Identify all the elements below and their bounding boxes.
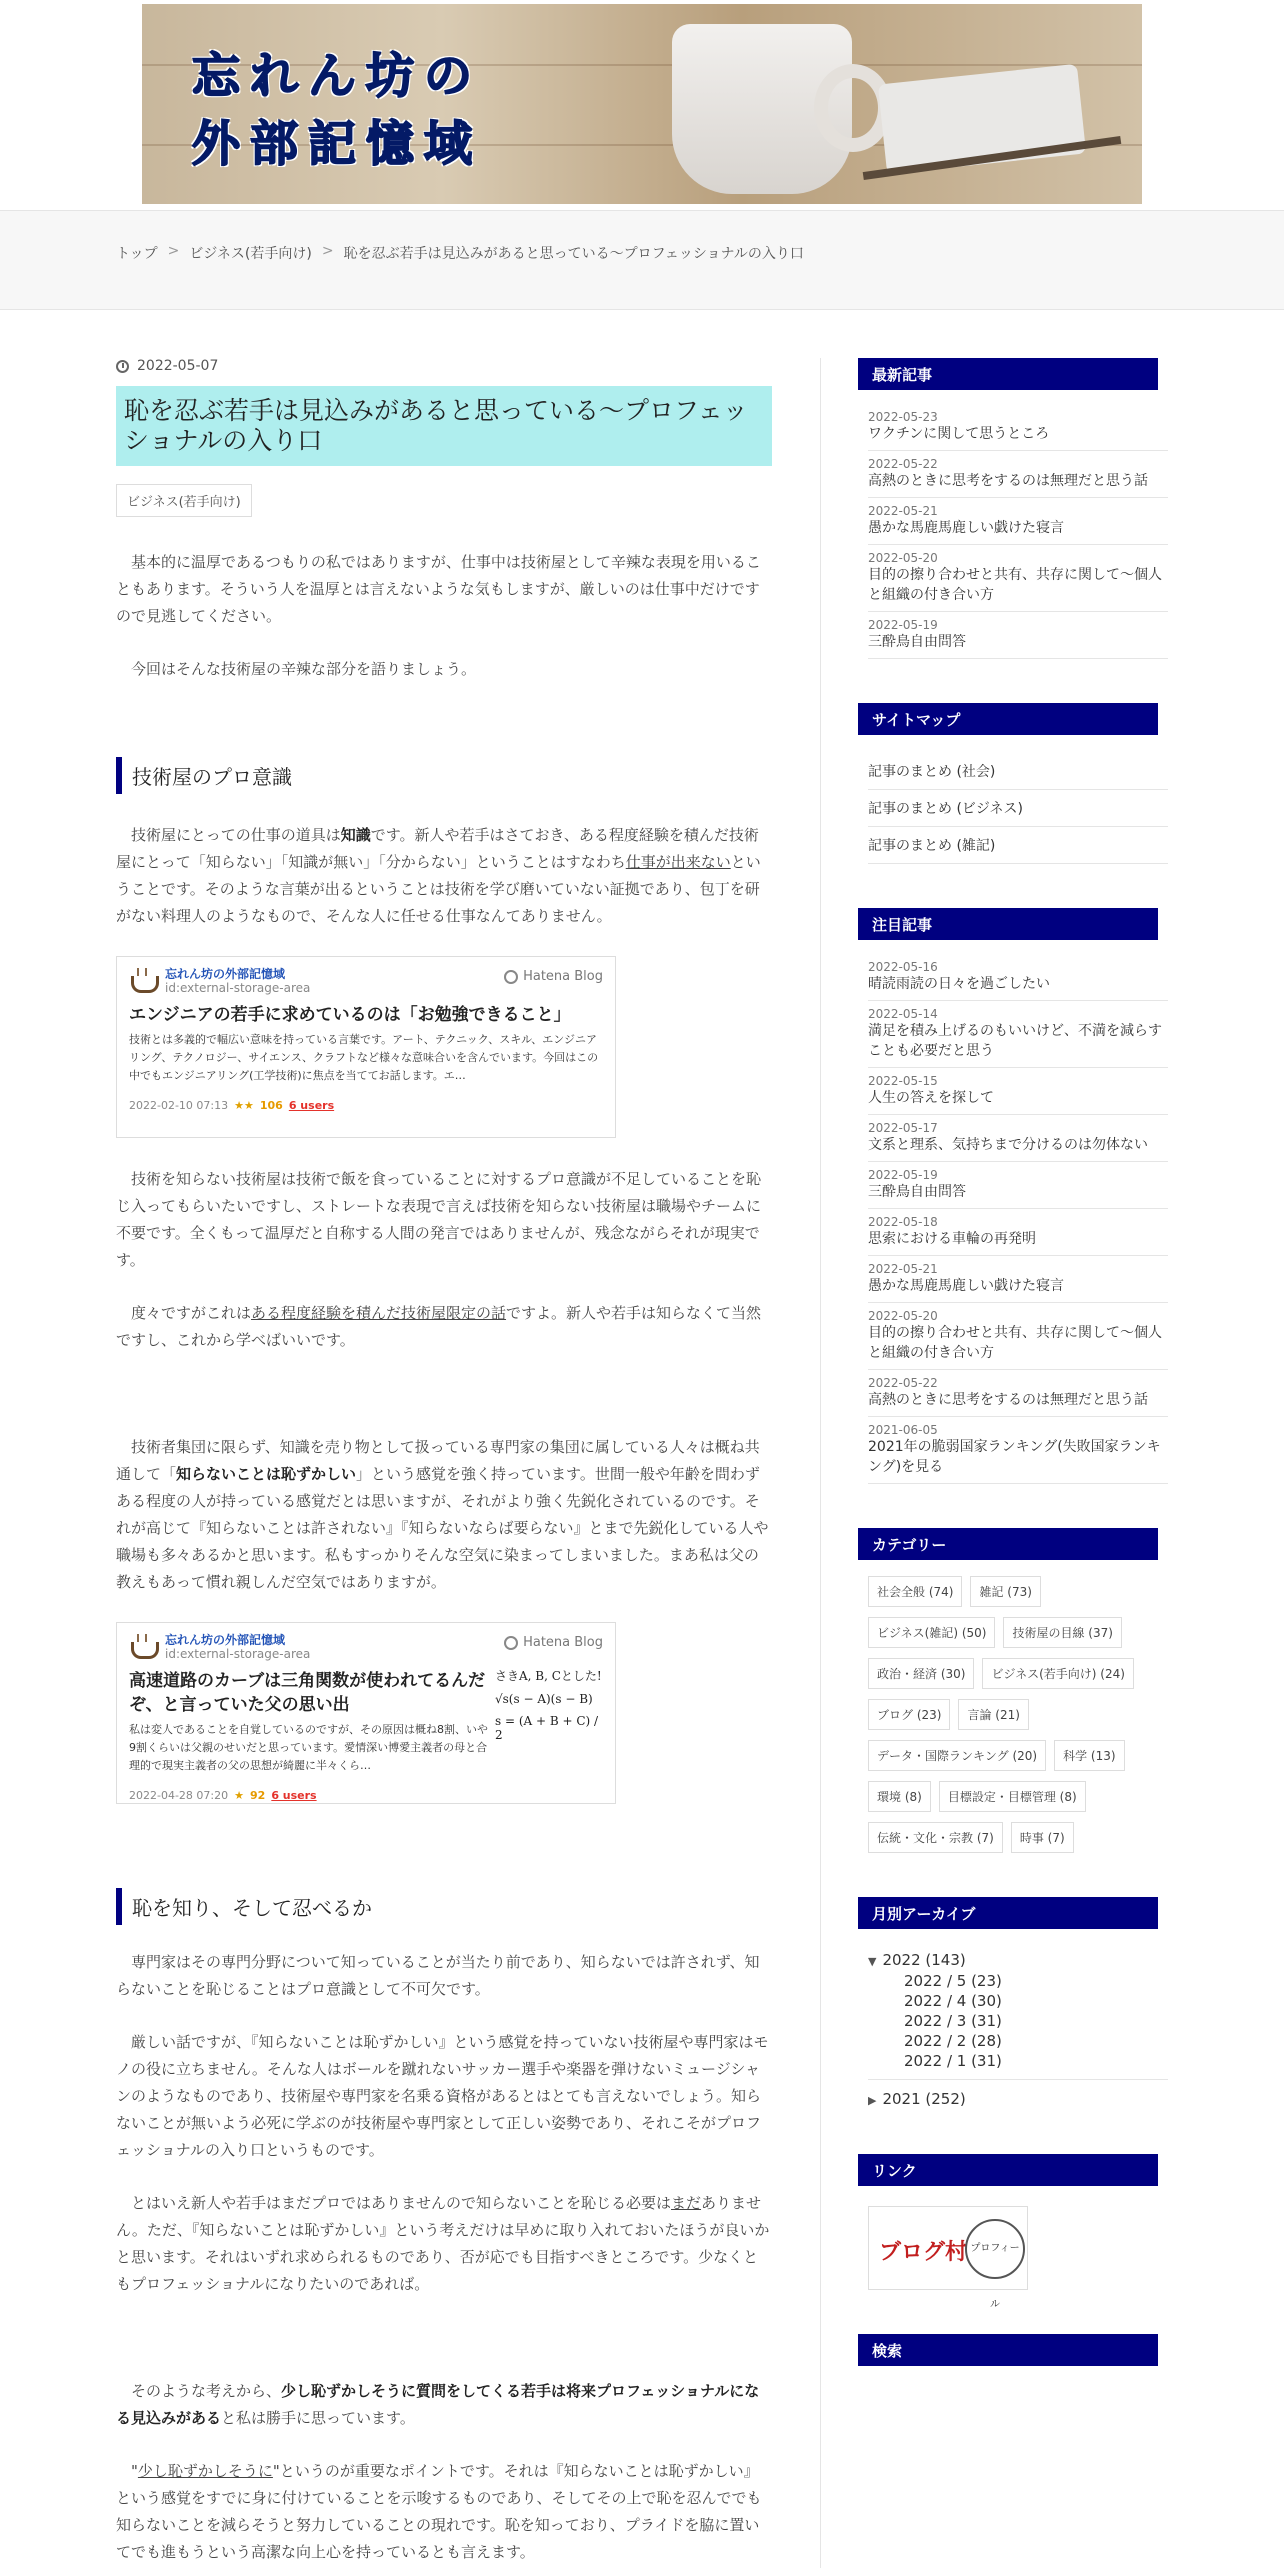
- category-link[interactable]: 時事 (7): [1011, 1822, 1074, 1853]
- archive-widget: [858, 1897, 1168, 2110]
- post-item[interactable]: [868, 1209, 1168, 1256]
- bold-text: 少し恥ずかしそうに質問をしてくる若手は将来プロフェッショナルになる見込みがある: [116, 2382, 760, 2427]
- archive-month[interactable]: 2022 / 4 (30): [904, 1992, 1002, 2010]
- bookmark-users[interactable]: 6 users: [271, 1789, 317, 1802]
- formula-line: s = (A + B + C) / 2: [495, 1714, 599, 1742]
- post-item[interactable]: [868, 612, 1168, 659]
- blog-title-line1: 忘れん坊の: [192, 48, 483, 104]
- underlined-text: ある程度経験を積んだ技術屋限定の話: [251, 1304, 507, 1322]
- category-link[interactable]: 科学 (13): [1054, 1740, 1124, 1771]
- post-item[interactable]: [868, 451, 1168, 498]
- archive-divider: [868, 2079, 1168, 2080]
- section2-paragraph-1: 専門家はその専門分野について知っていることが当たり前であり、知らないでは許されず、知らないことを恥じることはプロ意識として不可欠です。: [116, 1953, 760, 1998]
- post-date: 2021-06-05: [868, 1423, 938, 1437]
- category-link[interactable]: 目標設定・目標管理 (8): [939, 1781, 1086, 1812]
- text: そのような考えから、: [131, 2382, 282, 2400]
- archive-month[interactable]: 2022 / 5 (23): [904, 1972, 1002, 1990]
- post-title-link[interactable]: 高熱のときに思考をするのは無理だと思う話: [868, 1392, 1148, 1408]
- blog-card-site-id: id:external-storage-area: [165, 1647, 311, 1661]
- text: 技術者集団に限らず、知識を売り物として扱っている専門家の集団に属している人々は概ね共通して「: [116, 1438, 760, 1483]
- post-item[interactable]: [868, 1068, 1168, 1115]
- post-item[interactable]: [868, 545, 1168, 612]
- category-link[interactable]: 伝統・文化・宗教 (7): [868, 1822, 1003, 1853]
- category-link[interactable]: 雑記 (73): [970, 1576, 1040, 1607]
- archive-year-label: 2022 (143): [882, 1951, 966, 1969]
- search-widget: [858, 2334, 1168, 2366]
- post-title-link[interactable]: 文系と理系、気持ちまで分けるのは勿体ない: [868, 1137, 1148, 1153]
- category-link[interactable]: 環境 (8): [868, 1781, 931, 1812]
- star-count: 106: [259, 1099, 283, 1112]
- text: ありません。ただ、『知らないことは恥ずかしい』という考えだけは早めに取り入れておいたほうが良いかと思います。それはいずれ求められるものであり、否が応でも目指すべきところです。少なくともプロフェッショナルになりたいのであれば。: [116, 2194, 770, 2293]
- text: ですよ。新人や若手は知らなくて当然ですし、これから学べばいいです。: [116, 1304, 762, 1349]
- sidebar: [858, 358, 1168, 2410]
- category-link[interactable]: ビジネス(若手向け) (24): [982, 1658, 1133, 1689]
- post-title-link[interactable]: 晴読雨読の日々を過ごしたい: [868, 976, 1050, 992]
- featured-posts-widget: [858, 908, 1168, 1484]
- hatena-icon: [504, 970, 518, 984]
- post-item[interactable]: [868, 1303, 1168, 1370]
- post-item[interactable]: [868, 1417, 1168, 1484]
- underlined-text: まだ: [671, 2194, 702, 2212]
- triangle-right-icon: ▶: [868, 2094, 877, 2107]
- archive-month[interactable]: 2022 / 3 (31): [904, 2012, 1002, 2030]
- profile-badge: プロフィール: [965, 2219, 1025, 2279]
- blog-card-thumbnail: [495, 1667, 605, 1750]
- article-date: [116, 358, 772, 374]
- header-banner[interactable]: [142, 4, 1142, 204]
- post-item[interactable]: [868, 1370, 1168, 1417]
- post-date: 2022-05-21: [868, 1262, 938, 1276]
- article: [116, 358, 772, 2566]
- bold-text: 知らないことは恥ずかしい: [176, 1465, 357, 1483]
- section2-paragraph-4: [116, 2378, 772, 2432]
- formula-line: √s(s − A)(s − B): [495, 1692, 593, 1706]
- column-divider: [820, 358, 821, 2568]
- post-title-link[interactable]: 思索における車輪の再発明: [868, 1231, 1036, 1247]
- post-title-link[interactable]: 高熱のときに思考をするのは無理だと思う話: [868, 473, 1148, 489]
- text: 度々ですがこれは: [131, 1304, 252, 1322]
- underlined-text: 少し恥ずかしそうに: [137, 2462, 273, 2480]
- post-date: 2022-05-17: [868, 1121, 938, 1135]
- links-widget: [858, 2154, 1168, 2310]
- post-title-link[interactable]: 満足を積み上げるのもいいけど、不満を減らすことも必要だと思う: [868, 1023, 1162, 1059]
- category-link[interactable]: 言論 (21): [958, 1699, 1028, 1730]
- blog-card-site-name[interactable]: 忘れん坊の外部記憶域: [165, 967, 286, 981]
- breadcrumb-separator: >: [321, 243, 334, 259]
- page-title: 恥を忍ぶ若手は見込みがあると思っている～プロフェッショナルの入り口: [116, 386, 772, 466]
- star-icon: ★★: [234, 1099, 254, 1112]
- archive-list: [868, 1949, 1168, 2110]
- section1-paragraph-2: 技術を知らない技術屋は技術で飯を食っていることに対するプロ意識が不足していることを恥じ入ってもらいたいですし、ストレートな表現で言えば技術を知らない技術屋は職場やチームに不要です。全くもって温厚だと自称する人間の発言ではありませんが、残念ながらそれが現実です。: [116, 1170, 762, 1269]
- hatena-blog-badge: [504, 1635, 603, 1650]
- breadcrumb-top[interactable]: トップ: [116, 246, 158, 262]
- post-date: 2022-05-16: [868, 960, 938, 974]
- category-list: [868, 1576, 1168, 1853]
- recent-posts-widget: [858, 358, 1168, 659]
- breadcrumb-bar: [0, 210, 1284, 310]
- category-link[interactable]: データ・国際ランキング (20): [868, 1740, 1046, 1771]
- sitemap-widget: [858, 703, 1168, 864]
- post-title-link[interactable]: 三酔鳥自由問答: [868, 634, 966, 650]
- post-date: 2022-05-19: [868, 618, 938, 632]
- post-title-link[interactable]: 愚かな馬鹿馬鹿しい戯けた寝言: [868, 1278, 1064, 1294]
- blog-card-title[interactable]: 高速道路のカーブは三角関数が使われてるんだぞ、と言っていた父の思い出: [129, 1671, 486, 1715]
- underlined-text: 仕事が出来ない: [625, 853, 731, 871]
- formula-line: さきA, B, Cとした!: [495, 1669, 602, 1683]
- post-item[interactable]: [868, 1256, 1168, 1303]
- widget-title: 最新記事: [858, 358, 1158, 390]
- category-link[interactable]: ビジネス(雑記) (50): [868, 1617, 995, 1648]
- widget-title: カテゴリー: [858, 1528, 1158, 1560]
- sitemap-list: [868, 753, 1168, 864]
- post-title-link[interactable]: 三酔鳥自由問答: [868, 1184, 966, 1200]
- recent-posts-list: [868, 404, 1168, 659]
- blog-card-date: 2022-02-10 07:13: [129, 1099, 229, 1112]
- section2-paragraph-5: [116, 2458, 772, 2566]
- hatena-icon: [504, 1636, 518, 1650]
- blog-card-site-id: id:external-storage-area: [165, 981, 311, 995]
- widget-title: 検索: [858, 2334, 1158, 2366]
- triangle-down-icon: ▼: [868, 1955, 877, 1968]
- category-link[interactable]: 社会全般 (74): [868, 1576, 962, 1607]
- coffee-cup-image: [672, 24, 852, 194]
- section-heading-shame: 恥を知り、そして忍べるか: [116, 1888, 772, 1925]
- text: 」という感覚を強く持っています。世間一般や年齢を問わずある程度の人が持っている感覚だとは思いますが、それがより強く先鋭化されているのです。それが高じて『知らないことは許されない』『知らないならば要らない』とまで先鋭化している人や職場も多々あるかと思います。私もすっかりそんな空気に染まってしまいました。まあ私は父の教えもあって慣れ親しんだ空気ではありますが。: [116, 1465, 769, 1591]
- category-widget: [858, 1528, 1168, 1853]
- text: ということです。そのような言葉が出るということは技術を学び磨いていない証拠であり、包丁を研がない料理人のようなもので、そんな人に任せる仕事なんてありません。: [116, 853, 761, 925]
- section1-paragraph-1: [116, 822, 772, 930]
- blog-card-site-name[interactable]: 忘れん坊の外部記憶域: [165, 1633, 286, 1647]
- breadcrumb-separator: >: [167, 243, 180, 259]
- post-item[interactable]: [868, 954, 1168, 1001]
- blog-card-description: 技術とは多義的で幅広い意味を持っている言葉です。アート、テクニック、スキル、エンジニアリング、テクノロジー、サイエンス、クラフトなど様々な意味合いを含んでいます。今回はこの中でもエンジニアリング(工学技術)に焦点を当ててお話します。エ…: [129, 1033, 599, 1082]
- post-title-link[interactable]: 目的の擦り合わせと共有、共存に関して～個人と組織の付き合い方: [868, 567, 1162, 603]
- text: です。新人や若手はさておき、ある程度経験を積んだ技術屋にとって「知らない」「知識が無い」「分からない」ということはすなわち: [116, 826, 759, 871]
- bookmark-users[interactable]: 6 users: [288, 1099, 335, 1112]
- provider-name: Hatena Blog: [523, 969, 603, 984]
- intro-paragraph-1: 基本的に温厚であるつもりの私ではありますが、仕事中は技術屋として辛辣な表現を用いることもあります。そういう人を温厚とは言えないような気もしますが、厳しいのは仕事中だけですので見逃してください。: [116, 553, 761, 625]
- provider-name: Hatena Blog: [523, 1635, 603, 1650]
- text: と私は勝手に思っています。: [221, 2409, 415, 2427]
- blog-title: [192, 42, 482, 178]
- post-date: 2022-05-23: [868, 410, 938, 424]
- blog-logo-icon: [129, 1634, 157, 1660]
- post-item[interactable]: [868, 498, 1168, 545]
- breadcrumb-category[interactable]: ビジネス(若手向け): [189, 246, 312, 262]
- hatena-blog-badge: [504, 969, 603, 984]
- post-date: 2022-05-18: [868, 1215, 938, 1229]
- blog-title-line2: 外部記憶域: [192, 116, 483, 172]
- text: 技術屋にとっての仕事の道具は: [131, 826, 341, 844]
- section2-paragraph-2: 厳しい話ですが、『知らないことは恥ずかしい』という感覚を持っていない技術屋や専門家はモノの役に立ちません。そんな人はボールを蹴れないサッカー選手や楽器を弾けないミュージシャンのようなものであり、技術屋や専門家を名乗る資格があるとはとても言えないでしょう。知らないことが無いよう必死に学ぶのが技術屋や専門家として正しい姿勢であり、それこそがプロフェッショナルの入り口というものです。: [116, 2033, 769, 2159]
- post-title-link[interactable]: 2021年の脆弱国家ランキング(失敗国家ランキング)を見る: [868, 1439, 1161, 1475]
- archive-month[interactable]: 2022 / 2 (28): [904, 2032, 1002, 2050]
- blog-card-date: 2022-04-28 07:20: [129, 1789, 229, 1802]
- bold-text: 知識: [340, 826, 371, 844]
- post-item[interactable]: [868, 1001, 1168, 1068]
- featured-posts-list: [868, 954, 1168, 1484]
- category-tag[interactable]: ビジネス(若手向け): [116, 484, 252, 517]
- post-item[interactable]: [868, 1162, 1168, 1209]
- post-title-link[interactable]: 目的の擦り合わせと共有、共存に関して～個人と組織の付き合い方: [868, 1325, 1162, 1361]
- star-icon: ★: [234, 1789, 244, 1802]
- text: とはいえ新人や若手はまだプロではありませんので知らないことを恥じる必要は: [131, 2194, 672, 2212]
- sitemap-link[interactable]: 記事のまとめ (ビジネス): [868, 790, 1168, 827]
- post-title-link[interactable]: ワクチンに関して思うところ: [868, 426, 1050, 442]
- archive-year-2022[interactable]: [868, 1949, 1168, 1971]
- post-date: 2022-05-21: [868, 504, 938, 518]
- archive-month[interactable]: 2022 / 1 (31): [904, 2052, 1002, 2070]
- sitemap-link[interactable]: 記事のまとめ (雑記): [868, 827, 1168, 864]
- widget-title: リンク: [858, 2154, 1158, 2186]
- post-date: 2022-05-19: [868, 1168, 938, 1182]
- sitemap-link[interactable]: 記事のまとめ (社会): [868, 753, 1168, 790]
- post-date: 2022-05-22: [868, 457, 938, 471]
- post-title-link[interactable]: 人生の答えを探して: [868, 1090, 994, 1106]
- intro-paragraph-2: 今回はそんな技術屋の辛辣な部分を語りましょう。: [131, 660, 477, 678]
- blog-card-title[interactable]: エンジニアの若手に求めているのは「お勉強できること」: [129, 1005, 571, 1025]
- article-date-text: 2022-05-07: [137, 358, 219, 374]
- star-count: 92: [250, 1789, 266, 1802]
- section1-paragraph-4: [116, 1434, 772, 1596]
- post-item[interactable]: [868, 404, 1168, 451]
- blog-card[interactable]: [116, 956, 616, 1138]
- section1-paragraph-3: [116, 1300, 772, 1354]
- blog-logo-icon: [129, 968, 157, 994]
- blog-card[interactable]: [116, 1622, 616, 1804]
- post-item[interactable]: [868, 1115, 1168, 1162]
- section2-paragraph-3: [116, 2190, 772, 2298]
- post-date: 2022-05-22: [868, 1376, 938, 1390]
- clock-icon: [116, 360, 129, 373]
- widget-title: 月別アーカイブ: [858, 1897, 1158, 1929]
- blog-card-description: 私は変人であることを自覚しているのですが、その原因は概ね8割、いや9割くらいは父親のせいだと思っています。愛情深い博愛主義者の母と合理的で現実主義者の父の思想が綺麗に半々くら…: [129, 1723, 488, 1772]
- widget-title: サイトマップ: [858, 703, 1158, 735]
- breadcrumb-current: 恥を忍ぶ若手は見込みがあると思っている～プロフェッショナルの入り口: [343, 246, 804, 262]
- category-link[interactable]: 政治・経済 (30): [868, 1658, 974, 1689]
- blog-card-meta: [129, 1789, 603, 1802]
- widget-title: 注目記事: [858, 908, 1158, 940]
- breadcrumb: [116, 243, 804, 263]
- text: ": [131, 2462, 138, 2480]
- text: "というのが重要なポイントです。それは『知らないことは恥ずかしい』という感覚をすでに身に付けていることを示唆するものであり、そしてその上で恥を忍んででも知らないことを減らそうと努力していることの現れです。恥を知っており、プライドを脇に置いてでも進もうという高潔な向上心を持っているとも言えます。: [116, 2462, 762, 2561]
- blog-card-meta: [129, 1099, 603, 1112]
- post-date: 2022-05-15: [868, 1074, 938, 1088]
- post-title-link[interactable]: 愚かな馬鹿馬鹿しい戯けた寝言: [868, 520, 1064, 536]
- category-link[interactable]: ブログ (23): [868, 1699, 950, 1730]
- post-date: 2022-05-14: [868, 1007, 938, 1021]
- category-link[interactable]: 技術屋の目線 (37): [1003, 1617, 1121, 1648]
- site-header: [0, 0, 1284, 210]
- archive-year-2021[interactable]: [868, 2088, 1168, 2110]
- section-heading-pro: 技術屋のプロ意識: [116, 757, 772, 794]
- blogmura-logo: ブログ村: [879, 2239, 968, 2265]
- archive-year-label: 2021 (252): [882, 2090, 966, 2108]
- post-date: 2022-05-20: [868, 1309, 938, 1323]
- post-date: 2022-05-20: [868, 551, 938, 565]
- blogmura-banner[interactable]: [868, 2206, 1028, 2310]
